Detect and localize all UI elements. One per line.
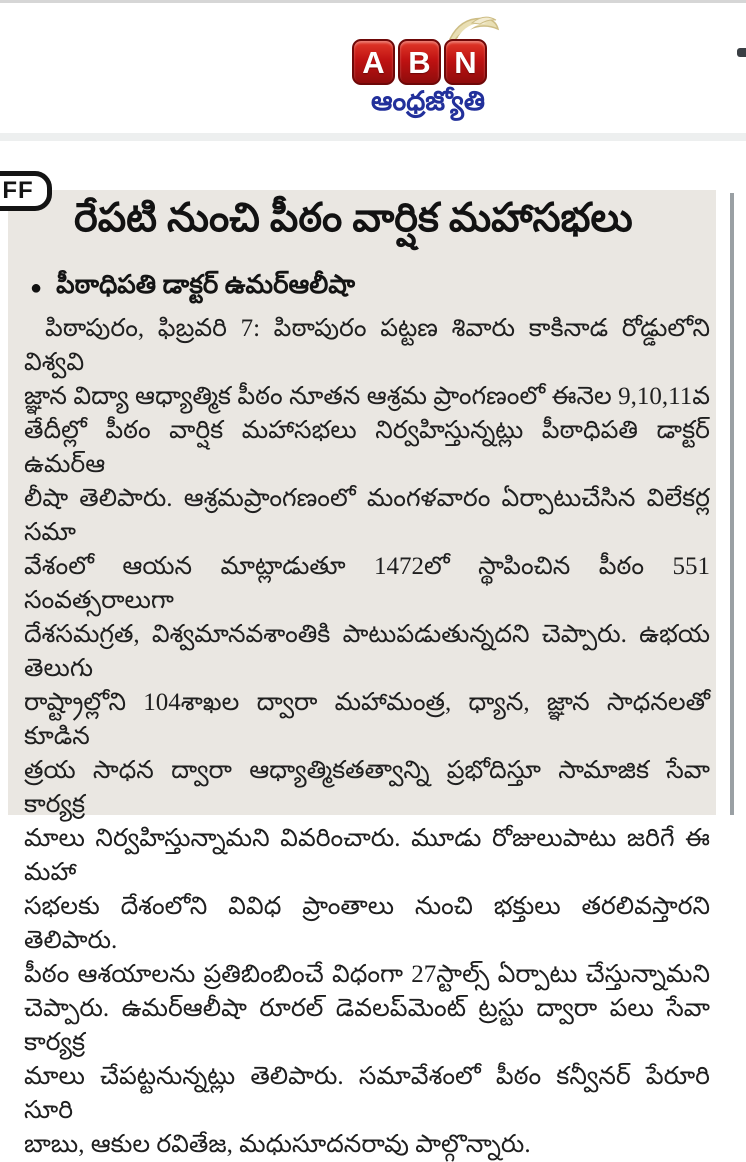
body-line: మాలు చేపట్టనున్నట్లు తెలిపారు. సమావేశంలో పీఠం కన్వీనర్ పేరూరి సూరి xyxy=(24,1063,710,1124)
body-line: చెప్పారు. ఉమర్ఆలీషా రూరల్ డెవలప్‌మెంట్ ట్రస్టు ద్వారా పలు సేవా కార్యక్ర xyxy=(24,995,710,1056)
article-body xyxy=(24,312,710,1162)
abn-letter-blocks xyxy=(352,39,504,85)
article-headline: రేపటి నుంచి పీఠం వార్షిక మహాసభలు xyxy=(74,195,633,240)
right-column-rule xyxy=(730,193,734,815)
masthead xyxy=(0,3,746,133)
abn-letter-b: B xyxy=(408,44,431,80)
abn-letter-n: N xyxy=(454,44,477,80)
abn-letter-a: A xyxy=(362,44,385,80)
body-line: లీషా తెలిపారు. ఆశ్రమప్రాంగణంలో మంగళవారం ఏర్పాటుచేసిన విలేకర్ల సమా xyxy=(24,485,710,546)
body-line: బాబు, ఆకుల రవితేజ, మధుసూదనరావు పాల్గొన్నారు. xyxy=(24,1131,531,1158)
body-line: పిఠాపురం, ఫిబ్రవరి 7: పిఠాపురం పట్టణ శివారు కాకినాడ రోడ్డులోని విశ్వవి xyxy=(24,315,710,376)
abn-letter-n-block xyxy=(444,39,487,85)
ff-badge-label: FF xyxy=(2,177,34,204)
body-line: తేదీల్లో పీఠం వార్షిక మహాసభలు నిర్వహిస్తున్నట్లు పీఠాధిపతి డాక్టర్ ఉమర్ఆ xyxy=(24,417,710,478)
body-line: మాలు నిర్వహిస్తున్నామని వివరించారు. మూడు రోజులుపాటు జరిగే ఈ మహా xyxy=(24,825,710,886)
news-article xyxy=(8,190,716,1158)
ff-badge[interactable] xyxy=(0,171,52,211)
body-line: జ్ఞాన విద్యా ఆధ్యాత్మిక పీఠం నూతన ఆశ్రమ ప్రాంగణంలో ఈనెల 9,10,11వ xyxy=(24,383,710,410)
top-right-dash-icon xyxy=(737,48,746,57)
body-line: పీఠం ఆశయాలను ప్రతిబింబించే విధంగా 27స్టాల్స్ ఏర్పాటు చేస్తున్నామని xyxy=(24,961,710,988)
article-byline-row xyxy=(30,270,700,306)
body-line: దేశసమగ్రత, విశ్వమానవశాంతికి పాటుపడుతున్నదని చెప్పారు. ఉభయ తెలుగు xyxy=(24,621,710,682)
body-line: సభలకు దేశంలోని వివిధ ప్రాంతాలు నుంచి భక్తులు తరలివస్తారని తెలిపారు. xyxy=(24,893,710,954)
body-line: రాష్ట్రాల్లోని 104శాఖల ద్వారా మహామంత్ర, ధ్యాన, జ్ఞాన సాధనలతో కూడిన xyxy=(24,689,710,750)
abn-letter-a-block xyxy=(352,39,395,85)
body-line: త్రయ సాధన ద్వారా ఆధ్యాత్మికతత్వాన్ని ప్రభోదిస్తూ సామాజిక సేవా కార్యక్ర xyxy=(24,757,710,818)
abn-letter-b-block xyxy=(398,39,441,85)
bullet-icon: ● xyxy=(30,277,43,299)
abn-logo xyxy=(352,11,504,131)
body-line: వేశంలో ఆయన మాట్లాడుతూ 1472లో స్థాపించిన పీఠం 551 సంవత్సరాలుగా xyxy=(24,553,710,614)
logo-subtitle-text: ఆంధ్రజ్యోతి xyxy=(370,86,486,116)
header-divider-band xyxy=(0,133,746,141)
article-byline: పీఠాధిపతి డాక్టర్ ఉమర్ఆలీషా xyxy=(56,270,356,299)
